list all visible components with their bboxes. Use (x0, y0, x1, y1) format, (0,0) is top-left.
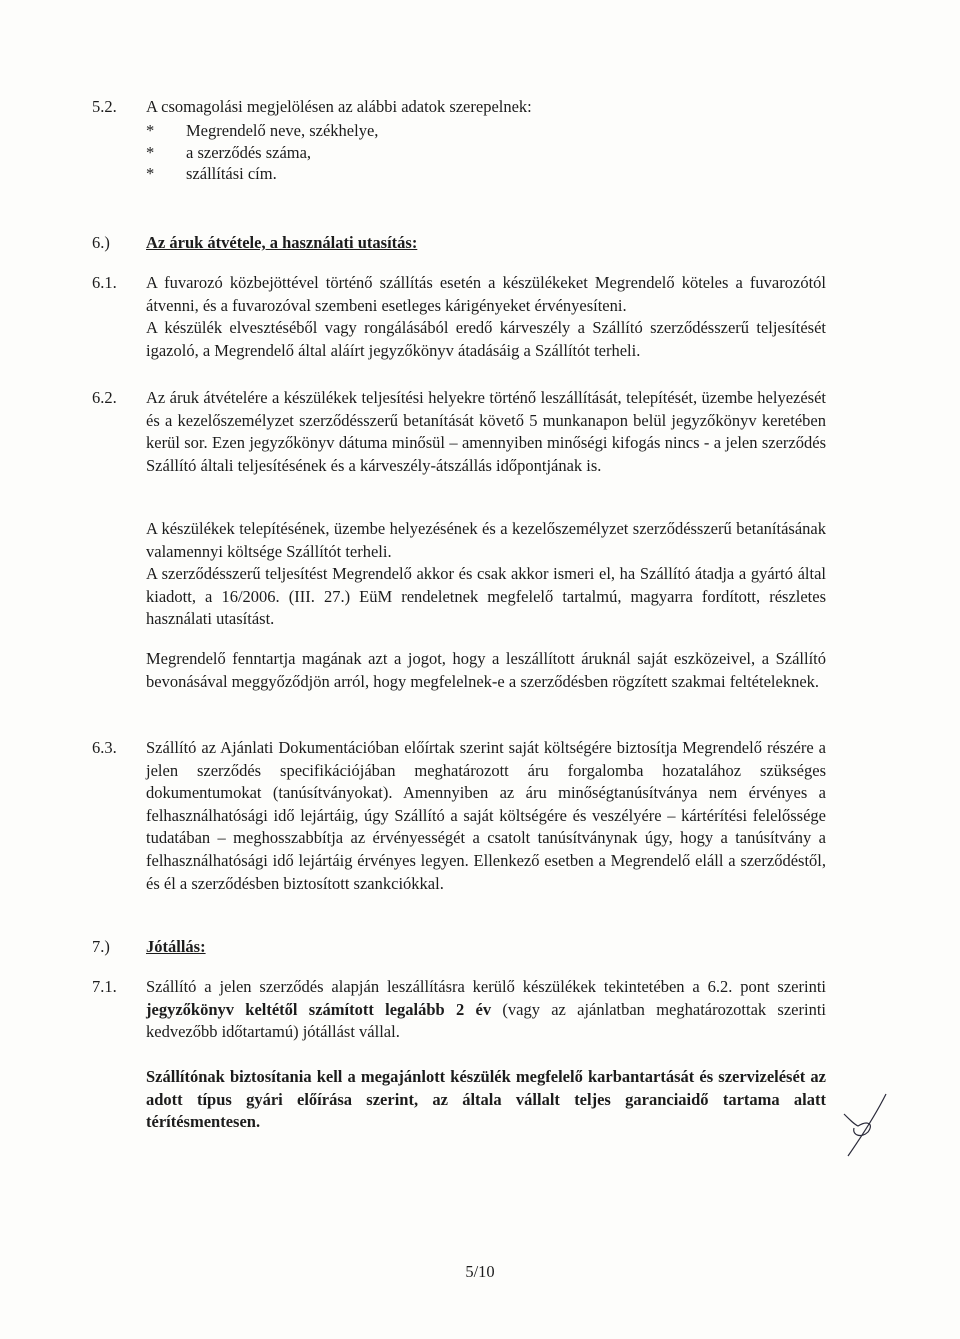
section-6-3-paragraph: Szállító az Ajánlati Dokumentációban előírtak szerint saját költségére biztosítja Megrendelő részére a jelen szerződés specifikációjában meghatározott áru forgalomba hozatalához szükséges dokumentumokat (tanúsítványokat). Amennyiben az áru minőségtanúsítványa nem érvényes a felhasználhatósági idő lejártáig, úgy Szállító a saját költségére és veszélyére – kártérítési felelőssége tudatában – meghosszabbítja az érvényességét a csatolt tanúsítványnak úgy, hogy a tanúsítvány a felhasználhatósági idő lejártáig érvényes legyen. Ellenkező esetben a Megrendelő eláll a szerződéstől, és él a szerződésben biztosított szankciókkal. (146, 738, 826, 893)
warranty-text-pre: Szállító a jelen szerződés alapján leszállításra kerülő készülékek tekintetében a 6.2. pont szerinti (146, 977, 826, 996)
section-5-2-intro (146, 96, 826, 119)
section-7-1-body (146, 976, 826, 1044)
section-6-title: Az áruk átvétele, a használati utasítás: (146, 233, 418, 252)
handwritten-initials (838, 1090, 898, 1160)
section-6-3-body (146, 737, 826, 895)
section-7-1-paragraph-1 (146, 976, 826, 1044)
bullet-marker: * (146, 121, 155, 140)
section-6-2-inspection (146, 648, 826, 693)
section-6-2-costs (146, 518, 826, 631)
section-number-7-1: 7.1. (92, 977, 117, 996)
section-6-1-body (146, 272, 826, 362)
section-number-7: 7.) (92, 937, 110, 956)
warranty-period-bold: jegyzőkönyv keltétől számított legalább 2 év (146, 999, 492, 1019)
section-5-2-intro-text: A csomagolási megjelölésen az alábbi adatok szerepelnek: (146, 97, 532, 116)
section-7-1-maintenance (146, 1066, 826, 1134)
warranty-text-post: (vagy az ajánlatban meghatározottak szerinti kedvezőbb időtartamú) jótállást vállal. (146, 999, 827, 1042)
list-item (146, 163, 378, 185)
section-7-title: Jótállás: (146, 937, 206, 956)
section-6-2-paragraph-3: A szerződésszerű teljesítést Megrendelő akkor és csak akkor ismeri el, ha Szállító átadja a gyártó által kiadott, a 16/2006. (III. 27.) EüM rendeletnek megfelelő tartalmú, magyarra fordított, részletes használati utasítást. (146, 564, 826, 629)
section-6-2-paragraph-1: Az áruk átvételére a készülékek teljesítési helyekre történő leszállítását, telepítését, üzembe helyezését és a kezelőszemélyzet szerződésszerű betanítását követő 5 munkanapon belül jegyzőkönyv keretében kerül sor. Ezen jegyzőkönyv dátuma minősül – amennyiben minőségi kifogás nincs - a jelen szerződés Szállító általi teljesítésének és a kárveszély-átszállás időpontjának is. (146, 388, 826, 475)
section-6-2-paragraph-4: Megrendelő fenntartja magának azt a jogot, hogy a leszállított áruknál saját eszközeivel, a Szállító bevonásával meggyőződjön arról, hogy megfelelnek-e a szerződésben rögzített szakmai feltételeknek. (146, 649, 826, 691)
section-6-2-paragraph-2: A készülékek telepítésének, üzembe helyezésének és a kezelőszemélyzet szerződésszerű betanításának valamennyi költsége Szállítót terheli. (146, 519, 826, 561)
list-item (146, 120, 378, 142)
list-item-text: szállítási cím. (186, 164, 277, 183)
bullet-marker: * (146, 142, 155, 162)
section-7-heading (146, 936, 826, 959)
section-6-1-paragraph-2: A készülék elvesztéséből vagy rongálásából eredő kárveszély a Szállító szerződésszerű teljesítését igazoló, a Megrendelő által aláírt jegyzőkönyv átadásáig a Szállítót terheli. (146, 318, 826, 360)
section-6-2-body (146, 387, 826, 477)
section-6-1-paragraph-1: A fuvarozó közbejöttével történő szállítás esetén a készülékeket Megrendelő köteles a fuvarozótól átvenni, és a fuvarozóval szembeni esetleges kárigényeket érvényesíteni. (146, 273, 826, 315)
packaging-info-list (146, 120, 378, 185)
bullet-marker: * (146, 164, 155, 183)
section-number-5-2: 5.2. (92, 97, 117, 116)
list-item-text: a szerződés száma, (186, 142, 312, 162)
list-item (146, 142, 378, 164)
section-number-6-3: 6.3. (92, 738, 117, 757)
page-number: 5/10 (465, 1262, 495, 1281)
section-number-6: 6.) (92, 233, 110, 252)
section-7-1-paragraph-2: Szállítónak biztosítania kell a megajánlott készülék megfelelő karbantartását és szervizelését az adott típus gyári előírása szerint, az általa vállalt teljes garanciaidő tartama alatt térítésmentesen. (146, 1067, 826, 1132)
list-item-text: Megrendelő neve, székhelye, (186, 121, 379, 140)
section-number-6-1: 6.1. (92, 273, 117, 292)
section-6-heading (146, 232, 826, 255)
section-number-6-2: 6.2. (92, 388, 117, 407)
